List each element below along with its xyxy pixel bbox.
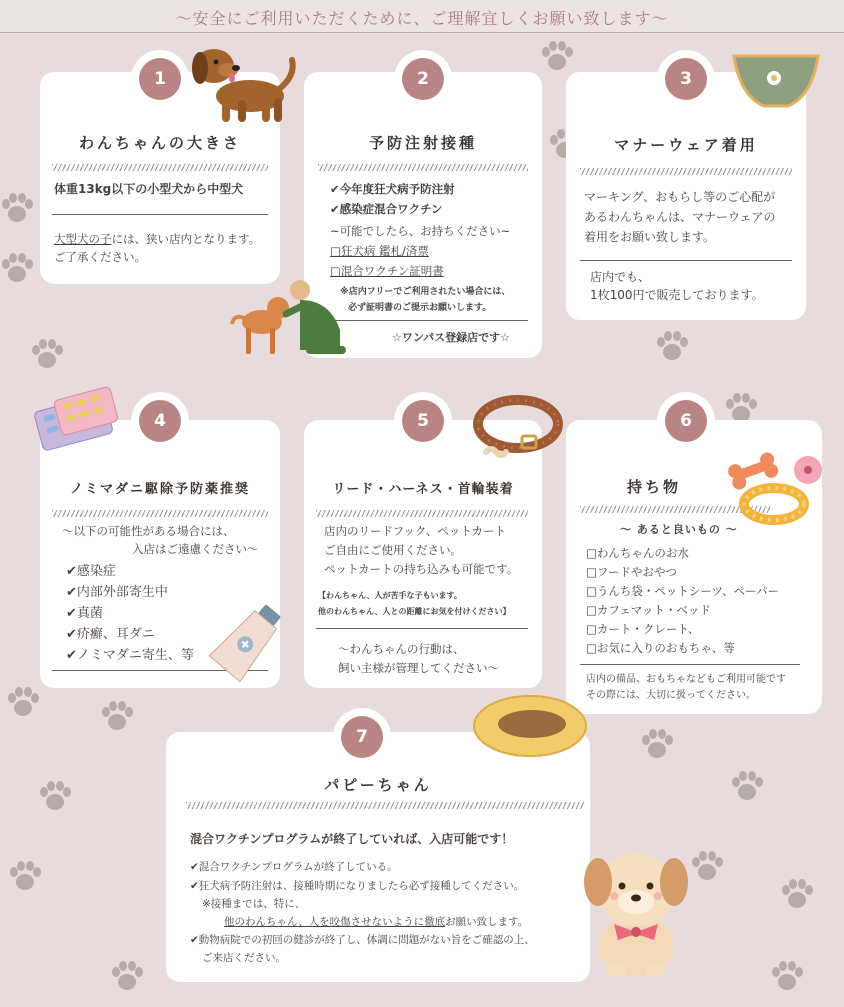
list-item: ✔混合ワクチンプログラムが終了している。 [190, 861, 398, 873]
ointment-tube-icon [208, 604, 292, 684]
divider [52, 164, 268, 171]
vaccine-item: ✔今年度狂犬病予防注射 [330, 182, 455, 196]
card-title: パピーちゃん [324, 776, 432, 794]
card-footer: その際には、大切に扱ってください。 [586, 690, 756, 701]
card-title: ノミマダニ駆除予防薬推奨 [69, 482, 250, 497]
paw-print-icon [640, 728, 674, 762]
card-title: マナーウェア着用 [614, 136, 758, 154]
tick-medicine-icon [30, 392, 122, 456]
dog-collar-icon [470, 390, 566, 470]
top-banner [0, 0, 844, 33]
paw-print-icon [6, 686, 40, 720]
number-badge: 5 [394, 392, 452, 450]
paw-print-icon [540, 40, 574, 74]
number-badge: 4 [131, 392, 189, 450]
paw-print-icon [8, 860, 42, 894]
divider [580, 664, 800, 665]
divider [52, 510, 268, 517]
card-text: 店内のリードフック、ペットカート [324, 524, 507, 538]
list-item: ✔動物病院での初回の健診が終了し、体調に問題がない旨をご確認の上、 [190, 934, 535, 946]
pet-bed-icon [470, 690, 590, 760]
paw-print-icon [30, 338, 64, 372]
card-text: あるわんちゃんは、マナーウェアの [584, 210, 776, 224]
card-note: 必ず証明書のご提示お願いします。 [348, 303, 492, 313]
list-item: ご来店ください。 [202, 952, 286, 964]
card-title: わんちゃんの大きさ [78, 134, 241, 152]
list-item: ✔ノミマダニ寄生、等 [66, 648, 194, 663]
card-note: 【わんちゃん、人が苦手な子もいます。 [318, 591, 462, 600]
paw-print-icon [0, 252, 34, 286]
checklist-item: □混合ワクチン証明書 [330, 264, 444, 278]
divider [316, 510, 528, 517]
card-puppy [166, 732, 590, 982]
list-item: □わんちゃんのお水 [586, 546, 689, 560]
list-item: ✔真菌 [66, 606, 103, 621]
card-text: ご自由にご使用ください。 [324, 543, 462, 557]
number-badge: 6 [657, 392, 715, 450]
card-lead: 混合ワクチンプログラムが終了していれば、入店可能です！ [190, 832, 514, 846]
card-note: 他のわんちゃん、人を咬傷させないように徹底お願い致します。 [224, 916, 529, 928]
divider [580, 168, 792, 175]
list-item: ✔内部外部寄生中 [66, 585, 168, 600]
list-item: □うんち袋・ペットシーツ、ペーパー [586, 584, 780, 598]
card-footer: 飼い主様が管理してください〜 [338, 661, 499, 675]
card-text: マーキング、おもらし等のご心配が [584, 190, 776, 204]
paw-print-icon [730, 770, 764, 804]
number-badge: 7 [333, 708, 391, 766]
card-footer: ☆ワンパス登録店です☆ [392, 331, 510, 344]
card-footer: 店内の備品、おもちゃなどもご利用可能です [586, 674, 786, 685]
checklist-item: □狂犬病 鑑札/済票 [330, 244, 429, 258]
paw-print-icon [38, 780, 72, 814]
card-lead: 体重13kg以下の小型犬から中型犬 [54, 182, 244, 196]
dog-toys-icon [726, 450, 830, 530]
vaccine-item: ✔感染症混合ワクチン [330, 202, 443, 216]
card-note: ご了承ください。 [54, 250, 146, 264]
list-item: ✔狂犬病予防注射は、接種時期になりましたら必ず接種してください。 [190, 880, 525, 892]
divider [318, 164, 528, 171]
card-note: 大型犬の子には、狭い店内となります。 [54, 232, 261, 246]
card-text: 着用をお願い致します。 [584, 230, 716, 244]
number-badge: 1 [131, 50, 189, 108]
card-footer: 〜わんちゃんの行動は、 [338, 642, 465, 656]
list-item: □お気に入りのおもちゃ、等 [586, 641, 735, 655]
card-text: ペットカートの持ち込みも可能です。 [324, 562, 519, 576]
paw-print-icon [690, 850, 724, 884]
paw-print-icon [110, 960, 144, 994]
divider [316, 628, 528, 629]
card-text: 入店はご遠慮ください〜 [132, 542, 259, 556]
card-subtitle: 〜 あると良いもの 〜 [620, 523, 738, 536]
card-title: リード・ハーネス・首輪装着 [332, 482, 514, 497]
divider [186, 802, 584, 809]
divider [52, 214, 268, 215]
list-item: ✔疥癬、耳ダニ [66, 627, 155, 642]
paw-print-icon [770, 960, 804, 994]
puppy-illustration [580, 830, 694, 980]
diaper-icon [730, 50, 822, 112]
paw-print-icon [100, 700, 134, 734]
list-item: □フードやおやつ [586, 565, 678, 579]
list-item: □カフェマット・ベッド [586, 603, 711, 617]
card-text: ~可能でしたら、お持ちください~ [330, 224, 511, 238]
card-note: 他のわんちゃん、人との距離にお気を付けください】 [318, 607, 511, 616]
paw-print-icon [655, 330, 689, 364]
number-badge: 2 [394, 50, 452, 108]
paw-print-icon [0, 192, 34, 226]
banner-text: 〜安全にご利用いただくために、ご理解宜しくお願い致します〜 [175, 9, 669, 28]
card-note: ※接種までは、特に、 [202, 898, 306, 910]
person-with-dog-illustration [222, 276, 362, 360]
card-text: 店内でも、 [590, 270, 651, 284]
card-title: 予防注射接種 [368, 134, 477, 152]
card-text: 〜以下の可能性がある場合には、 [62, 524, 235, 538]
number-badge: 3 [657, 50, 715, 108]
dog-illustration [182, 34, 300, 126]
list-item: □カート・クレート、 [586, 622, 700, 636]
list-item: ✔感染症 [66, 564, 116, 579]
card-note: ※店内フリーでご利用されたい場合には、 [340, 287, 511, 297]
card-text: 1枚100円で販売しております。 [590, 288, 764, 302]
divider [580, 260, 792, 261]
paw-print-icon [780, 878, 814, 912]
card-title: 持ち物 [626, 478, 681, 496]
